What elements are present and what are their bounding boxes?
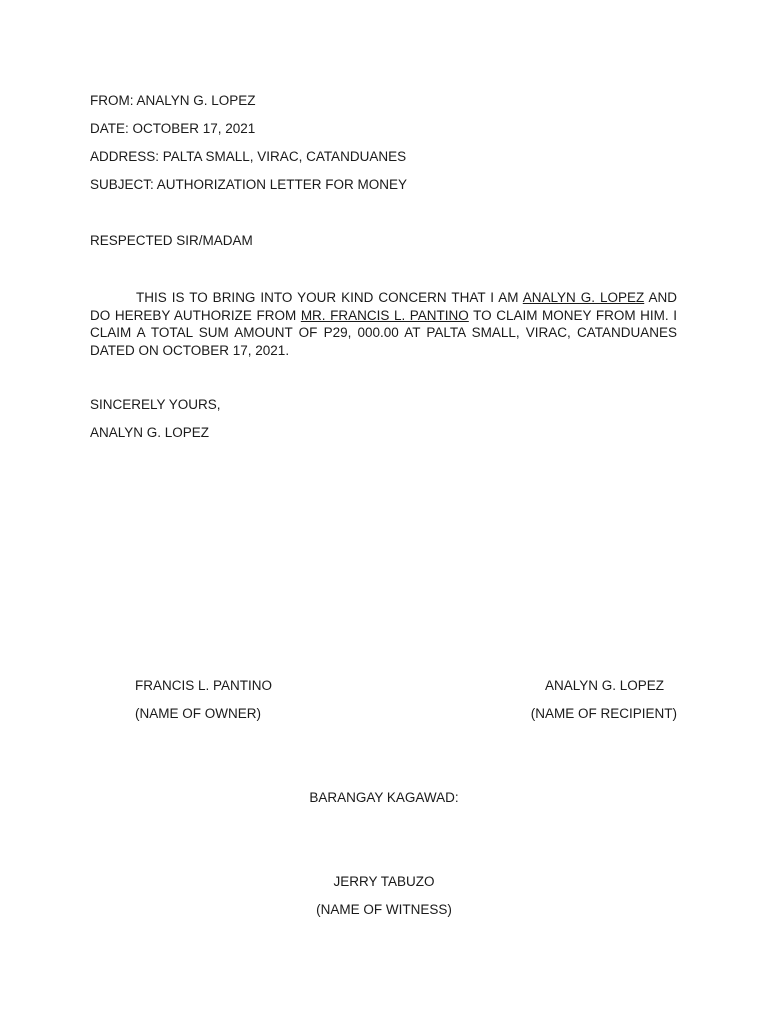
witness-name: JERRY TABUZO: [333, 874, 435, 889]
date-line: DATE: OCTOBER 17, 2021: [90, 121, 256, 136]
body-underlined-name-owner: MR. FRANCIS L. PANTINO: [300, 307, 469, 323]
closing-signer: ANALYN G. LOPEZ: [90, 425, 210, 440]
owner-name: FRANCIS L. PANTINO: [135, 678, 273, 693]
kagawad-label: BARANGAY KAGAWAD:: [309, 790, 459, 805]
witness-role: (NAME OF WITNESS): [316, 902, 452, 917]
owner-role: (NAME OF OWNER): [135, 706, 261, 721]
recipient-name: ANALYN G. LOPEZ: [544, 678, 664, 693]
body-underlined-name-recipient: ANALYN G. LOPEZ: [522, 290, 645, 305]
subject-line: SUBJECT: AUTHORIZATION LETTER FOR MONEY: [90, 177, 408, 192]
valediction: SINCERELY YOURS,: [90, 397, 221, 412]
body-text-part3: TO CLAIM MONEY FROM HIM. I CLAIM A TOTAL SUM AMOUNT OF P29, 000.00 AT PALTA SMALL, VIRAC, CATANDUANES DATED ON OCTOBER 17, 2021.: [90, 307, 677, 358]
recipient-role: (NAME OF RECIPIENT): [530, 706, 677, 721]
body-text-part1: THIS IS TO BRING INTO YOUR KIND CONCERN THAT I AM: [136, 290, 523, 305]
body-text-part2: AND DO HEREBY AUTHORIZE FROM: [90, 290, 677, 323]
body-paragraph: [90, 289, 677, 359]
from-line: FROM: ANALYN G. LOPEZ: [90, 93, 256, 108]
salutation: RESPECTED SIR/MADAM: [90, 233, 253, 248]
address-line: ADDRESS: PALTA SMALL, VIRAC, CATANDUANES: [90, 149, 407, 164]
